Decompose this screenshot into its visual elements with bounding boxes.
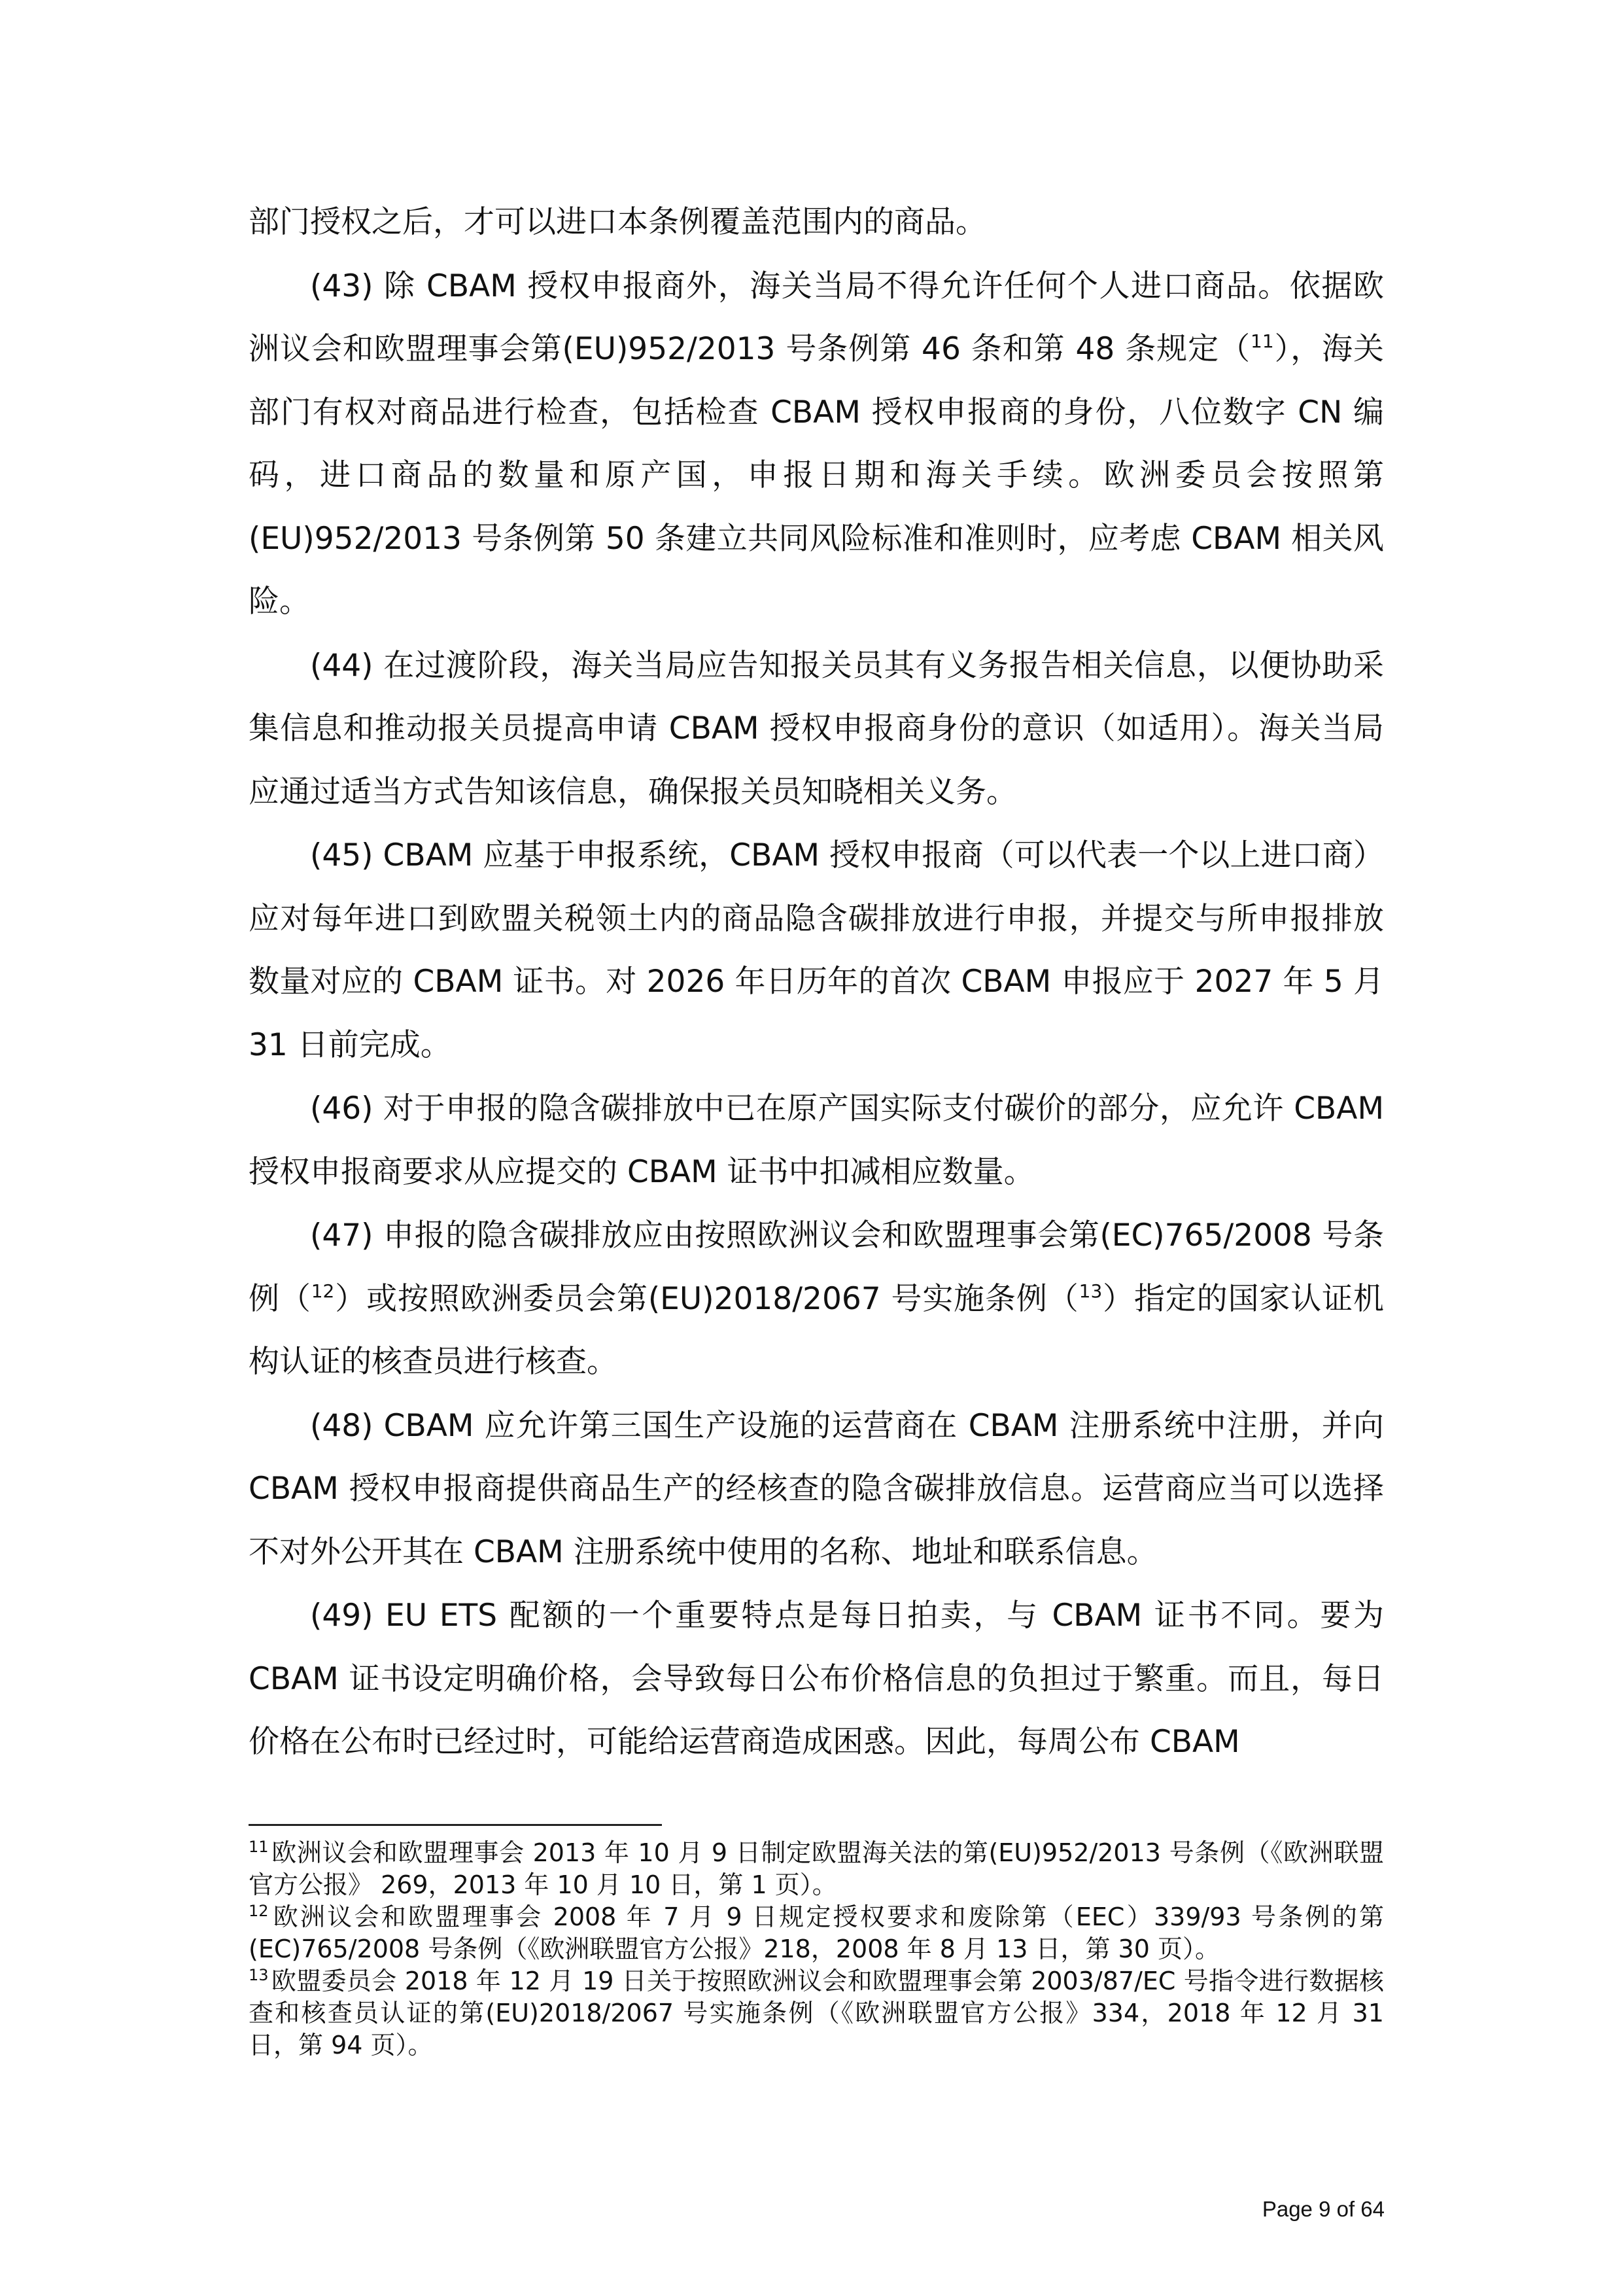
footnote-ref-12[interactable]: 12 [311,1280,335,1302]
footnote-12: $^{12}$ 欧洲议会和欧盟理事会 2008 年 7 月 9 日规定授权要求和废除第（EEC）339/93 号条例的第(EC)765/2008 号条例（《欧洲联盟官方公报》218，2008 年 8 月 13 日，第 30 页）。 [249,1902,1384,1963]
paragraph-46: (46) 对于申报的隐含碳排放中已在原产国实际支付碳价的部分，应允许 CBAM 授权申报商要求从应提交的 CBAM 证书中扣减相应数量。 [249,1091,1384,1190]
paragraph-44: (44) 在过渡阶段，海关当局应告知报关员其有义务报告相关信息，以便协助采集信息和推动报关员提高申请 CBAM 授权申报商身份的意识（如适用）。海关当局应通过适当方式告知该信息，确保报关员知晓相关义务。 [249,647,1384,810]
body-text [249,191,1384,1775]
footnote-ref-11[interactable]: 11 [1251,330,1274,352]
paragraph-43: (43) 除 CBAM 授权申报商外，海关当局不得允许任何个人进口商品。依据欧洲议会和欧盟理事会第(EU)952/2013 号条例第 46 条和第 48 条规定（$^{11}$），海关部门有权对商品进行检查，包括检查 CBAM 授权申报商的身份，八位数字 CN 编码，进口商品的数量和原产国，申报日期和海关手续。欧洲委员会按照第(EU)952/2013 号条例第 50 条建立共同风险标准和准则时，应考虑 CBAM 相关风险。 [249,268,1384,620]
footnote-number: 12 [249,1902,269,1920]
footnote-separator [249,1824,662,1826]
footnotes [249,1837,1384,2061]
footnote-number: 13 [249,1966,269,1984]
footnote-number: 11 [249,1838,269,1856]
page-number: Page 9 of 64 [1262,2197,1385,2221]
footnote-11: $^{11}$ 欧洲议会和欧盟理事会 2013 年 10 月 9 日制定欧盟海关法的第(EU)952/2013 号条例（《欧洲联盟官方公报》 269，2013 年 10 月 10 日，第 1 页）。 [249,1838,1384,1899]
paragraph-47: (47) 申报的隐含碳排放应由按照欧洲议会和欧盟理事会第(EC)765/2008 号条例（$^{12}$）或按照欧洲委员会第(EU)2018/2067 号实施条例（$^{13}$）指定的国家认证机构认证的核查员进行核查。 [249,1218,1385,1380]
paragraph-48: (48) CBAM 应允许第三国生产设施的运营商在 CBAM 注册系统中注册，并向 CBAM 授权申报商提供商品生产的经核查的隐含碳排放信息。运营商应当可以选择不对外公开其在 CBAM 注册系统中使用的名称、地址和联系信息。 [249,1407,1384,1570]
footnote-13: $^{13}$ 欧盟委员会 2018 年 12 月 19 日关于按照欧洲议会和欧盟理事会第 2003/87/EC 号指令进行数据核查和核查员认证的第(EU)2018/2067 号实施条例（《欧洲联盟官方公报》334，2018 年 12 月 31 日，第 94 页）。 [249,1966,1384,2059]
paragraph-45: (45) CBAM 应基于申报系统，CBAM 授权申报商（可以代表一个以上进口商）应对每年进口到欧盟关税领土内的商品隐含碳排放进行申报，并提交与所申报排放数量对应的 CBAM 证书。对 2026 年日历年的首次 CBAM 申报应于 2027 年 5 月 31 日前完成。 [249,837,1384,1063]
paragraph-49: (49) EU ETS 配额的一个重要特点是每日拍卖，与 CBAM 证书不同。要为 CBAM 证书设定明确价格，会导致每日公布价格信息的负担过于繁重。而且，每日价格在公布时已经过时，可能给运营商造成困惑。因此，每周公布 CBAM [249,1598,1384,1760]
footnote-ref-13[interactable]: 13 [1079,1280,1103,1302]
paragraph-continuation: 部门授权之后，才可以进口本条例覆盖范围内的商品。 [249,204,986,240]
